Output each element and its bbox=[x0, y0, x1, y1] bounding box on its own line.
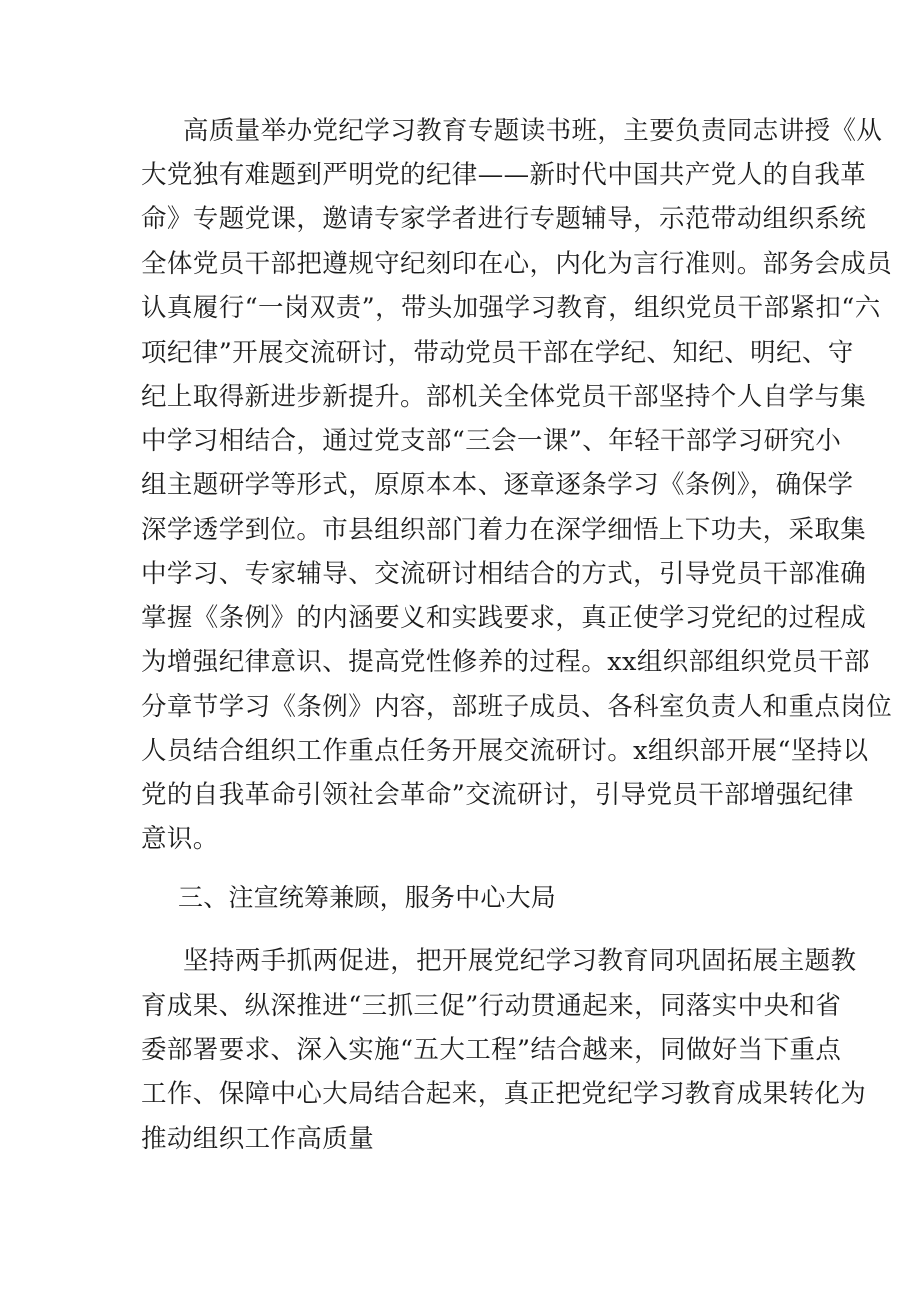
paragraph-1-line: 党的自我革命引领社会革命”交流研讨，引导党员干部增强纪律 bbox=[141, 780, 854, 810]
paragraph-2-line: 坚持两手抓两促进，把开展党纪学习教育同巩固拓展主题教 bbox=[183, 946, 857, 976]
paragraph-2-line: 育成果、纵深推进“三抓三促”行动贯通起来，同落实中央和省 bbox=[141, 991, 842, 1021]
paragraph-1-line: 为增强纪律意识、提高党性修养的过程。xx组织部组织党员干部 bbox=[141, 647, 870, 677]
paragraph-1-line: 命》专题党课，邀请专家学者进行专题辅导，示范带动组织系统 bbox=[141, 204, 867, 234]
section-heading: 三、注宣统筹兼顾，服务中心大局 bbox=[178, 883, 557, 912]
paragraph-1-line: 项纪律”开展交流研讨，带动党员干部在学纪、知纪、明纪、守 bbox=[141, 338, 854, 368]
paragraph-2-line: 推动组织工作高质量 bbox=[141, 1124, 375, 1154]
paragraph-1-line: 中学习、专家辅导、交流研讨相结合的方式，引导党员干部准确 bbox=[141, 559, 867, 589]
paragraph-2-line: 委部署要求、深入实施“五大工程”结合越来，同做好当下重点 bbox=[141, 1035, 842, 1065]
paragraph-1-line: 纪上取得新进步新提升。部机关全体党员干部坚持个人自学与集 bbox=[141, 382, 867, 412]
paragraph-1-line: 大党独有难题到严明党的纪律——新时代中国共产党人的自我革 bbox=[141, 160, 867, 190]
paragraph-1-line: 组主题研学等形式，原原本本、逐章逐条学习《条例》，确保学 bbox=[141, 470, 854, 500]
paragraph-1-line: 深学透学到位。市县组织部门着力在深学细悟上下功夫，采取集 bbox=[141, 515, 867, 545]
paragraph-1-line: 人员结合组织工作重点任务开展交流研讨。x组织部开展“坚持以 bbox=[141, 736, 869, 766]
paragraph-2-line: 工作、保障中心大局结合起来，真正把党纪学习教育成果转化为 bbox=[141, 1079, 867, 1109]
paragraph-1-line: 高质量举办党纪学习教育专题读书班，主要负责同志讲授《从 bbox=[183, 116, 883, 146]
paragraph-1-line: 中学习相结合，通过党支部“三会一课”、年轻干部学习研究小 bbox=[141, 426, 842, 456]
paragraph-1-line: 掌握《条例》的内涵要义和实践要求，真正使学习党纪的过程成 bbox=[141, 603, 867, 633]
paragraph-1-line: 认真履行“一岗双责”，带头加强学习教育，组织党员干部紧扣“六 bbox=[141, 293, 881, 323]
paragraph-1-line: 全体党员干部把遵规守纪刻印在心，内化为言行准则。部务会成员 bbox=[141, 249, 893, 279]
paragraph-1-line: 分章节学习《条例》内容，部班子成员、各科室负责人和重点岗位 bbox=[141, 692, 893, 722]
paragraph-1-line: 意识。 bbox=[141, 824, 219, 854]
